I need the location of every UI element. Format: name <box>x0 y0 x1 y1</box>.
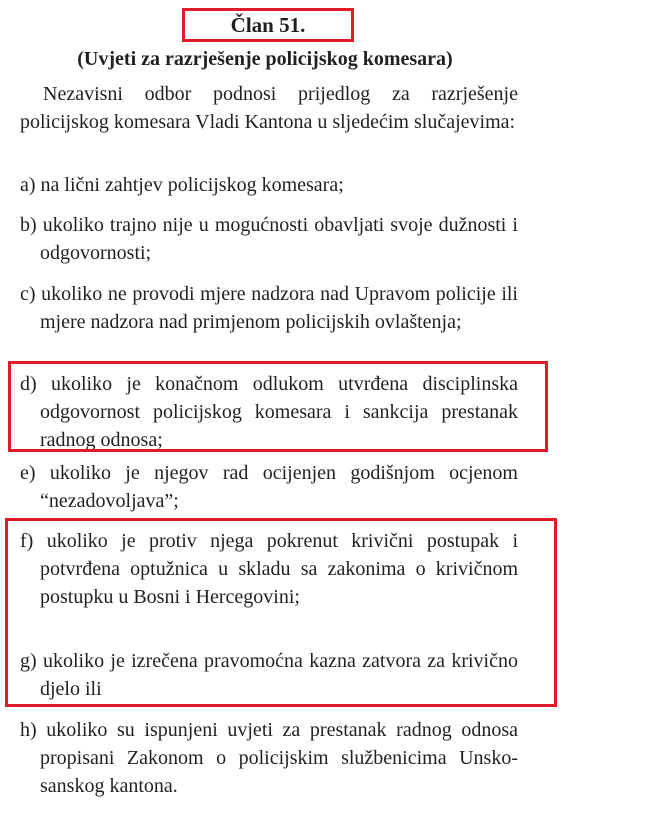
list-item-h: h) ukoliko su ispunjeni uvjeti za prestanak radnog odnosa propisani Zakonom o policijskim službenicima Unsko-sanskog kantona. <box>20 719 518 797</box>
list-item-b: b) ukoliko trajno nije u mogućnosti obavljati svoje dužnosti i odgovornosti; <box>20 214 518 264</box>
highlight-box-items-f-g <box>5 518 557 707</box>
intro-paragraph: Nezavisni odbor podnosi prijedlog za razrješenje policijskog komesara Vladi Kantona u sljedećim slučajevima: <box>20 83 518 133</box>
list-item-c: c) ukoliko ne provodi mjere nadzora nad Upravom policije ili mjere nadzora nad primjenom policijskih ovlaštenja; <box>20 283 518 333</box>
list-item-d: d) ukoliko je konačnom odlukom utvrđena disciplinska odgovornost policijskog komesara i sankcija prestanak radnog odnosa; <box>20 373 518 451</box>
list-item-g: g) ukoliko je izrečena pravomoćna kazna zatvora za krivično djelo ili <box>20 650 518 700</box>
list-item-e: e) ukoliko je njegov rad ocijenjen godišnjom ocjenom “nezadovoljava”; <box>20 462 518 512</box>
list-item-a: a) na lični zahtjev policijskog komesara; <box>20 174 344 196</box>
list-item-f: f) ukoliko je protiv njega pokrenut krivični postupak i potvrđena optužnica u skladu sa zakonima o krivičnom postupku u Bosni i Hercegovini; <box>20 530 518 608</box>
highlight-box-item-d <box>8 361 548 452</box>
article-number: Član 51. <box>182 8 354 42</box>
article-title: (Uvjeti za razrješenje policijskog komesara) <box>77 48 453 70</box>
